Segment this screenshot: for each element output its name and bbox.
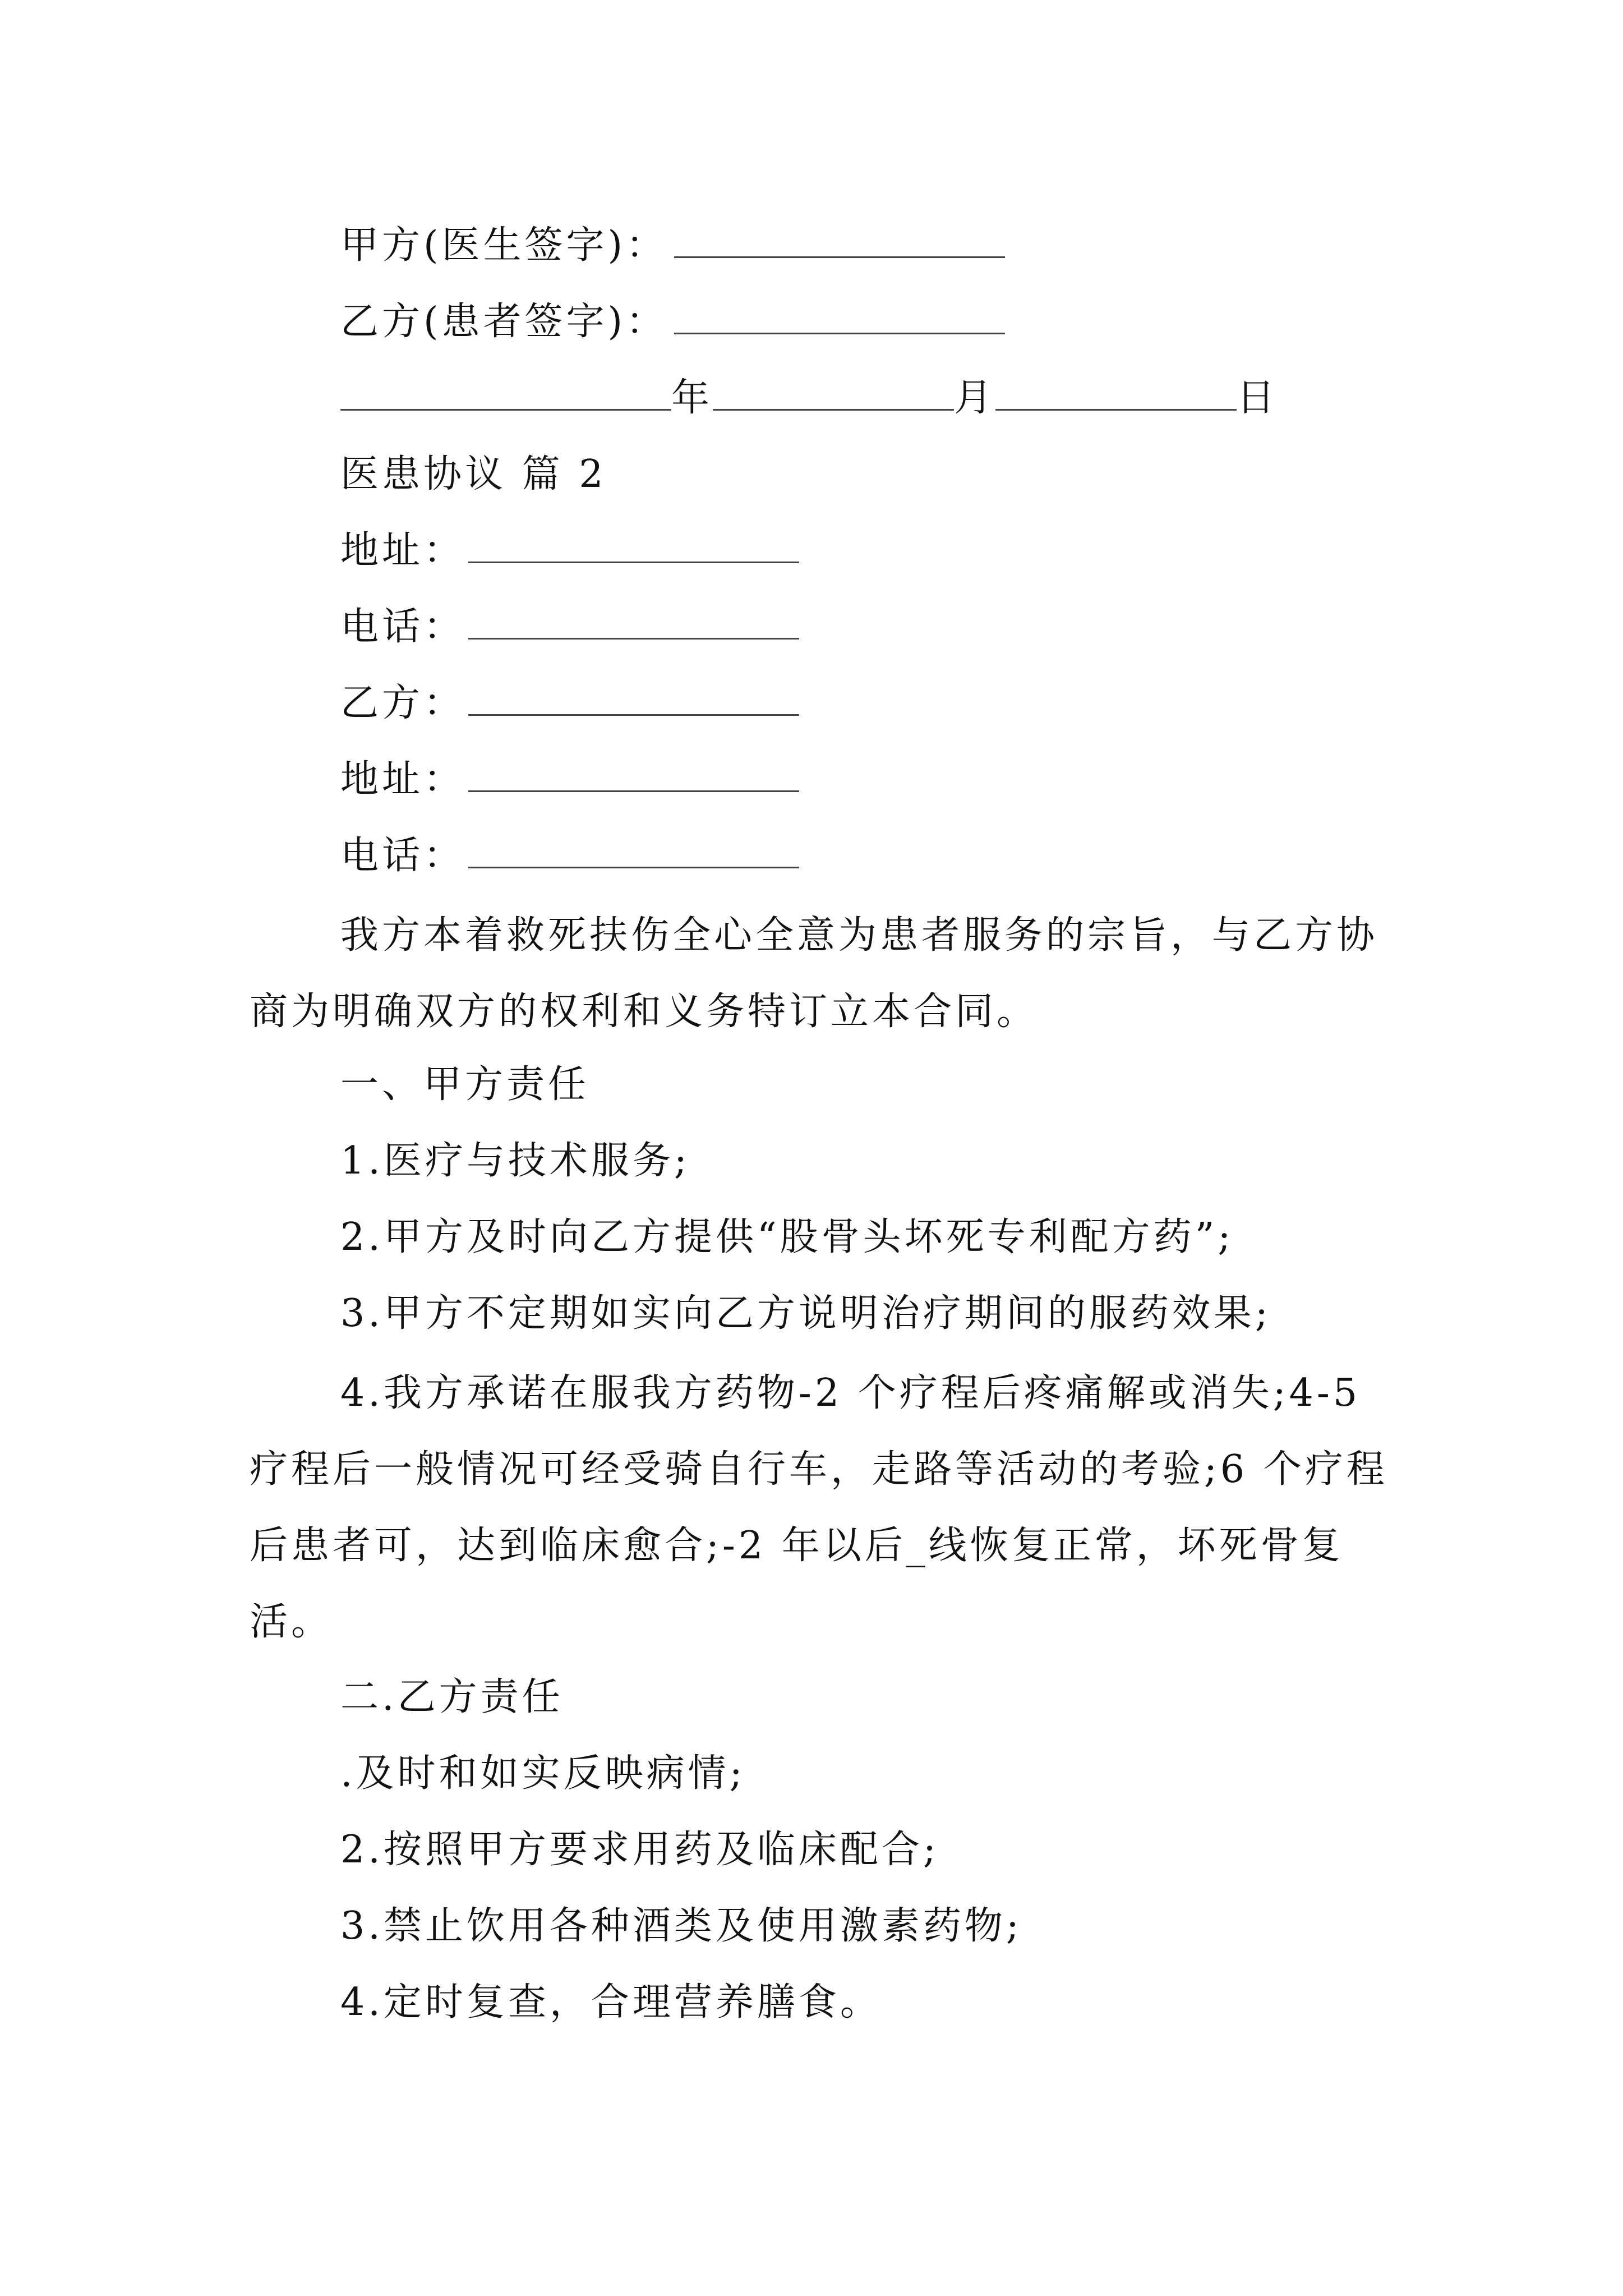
field-party-b xyxy=(340,681,799,726)
party-a-item-1: 1.医疗与技术服务; xyxy=(340,1139,690,1183)
day-blank[interactable] xyxy=(995,376,1237,411)
field-blank[interactable] xyxy=(468,758,799,792)
field-label: 电话： xyxy=(340,605,465,649)
party-b-signature-label: 乙方(患者签字)： xyxy=(340,300,668,344)
section-title: 医患协议 篇 2 xyxy=(340,452,607,496)
party-a-item-3: 3.甲方不定期如实向乙方说明治疗期间的服药效果; xyxy=(340,1291,1271,1336)
party-a-item-4-text: 4.我方承诺在服我方药物-2 个疗程后疼痛解或消失;4-5 疗程后一般情况可经受骑自行车，走路等活动的考验;6 个疗程后患者可，达到临床愈合;-2 年以后_线恢复正常，坏死骨复活。 xyxy=(250,1371,1388,1644)
party-a-item-2: 2.甲方及时向乙方提供“股骨头坏死专利配方药”; xyxy=(340,1215,1234,1259)
field-phone-b xyxy=(340,834,799,878)
party-b-item-2: 2.按照甲方要求用药及临床配合; xyxy=(340,1828,939,1872)
field-label: 地址： xyxy=(340,528,465,573)
field-label: 电话： xyxy=(340,834,465,878)
field-blank[interactable] xyxy=(468,529,799,563)
party-b-signature-line xyxy=(340,300,1005,344)
date-line xyxy=(340,376,1278,421)
party-a-item-4 xyxy=(250,1355,1394,1660)
field-address-a xyxy=(340,528,799,573)
intro-text: 我方本着救死扶伤全心全意为患者服务的宗旨，与乙方协商为明确双方的权利和义务特订立本合同。 xyxy=(250,913,1378,1034)
party-a-signature-label: 甲方(医生签字)： xyxy=(340,223,668,268)
party-a-signature-line xyxy=(340,223,1005,268)
party-b-item-3: 3.禁止饮用各种酒类及使用激素药物; xyxy=(340,1904,1022,1948)
month-blank[interactable] xyxy=(713,376,954,411)
party-b-item-4: 4.定时复查，合理营养膳食。 xyxy=(340,1980,882,2024)
year-blank[interactable] xyxy=(340,376,671,411)
party-a-signature-blank[interactable] xyxy=(674,224,1005,258)
field-address-b xyxy=(340,757,799,802)
party-a-heading: 一、甲方责任 xyxy=(340,1062,590,1107)
party-b-item-1: .及时和如实反映病情; xyxy=(340,1751,746,1796)
party-b-signature-blank[interactable] xyxy=(674,300,1005,334)
field-label: 乙方： xyxy=(340,681,465,725)
month-label: 月 xyxy=(954,376,996,420)
day-label: 日 xyxy=(1237,376,1279,420)
intro-paragraph xyxy=(250,898,1394,1050)
field-label: 地址： xyxy=(340,757,465,802)
party-b-heading: 二.乙方责任 xyxy=(340,1675,564,1719)
field-blank[interactable] xyxy=(468,834,799,868)
year-label: 年 xyxy=(671,376,713,420)
field-blank[interactable] xyxy=(468,605,799,639)
field-blank[interactable] xyxy=(468,682,799,716)
field-phone-a xyxy=(340,605,799,650)
